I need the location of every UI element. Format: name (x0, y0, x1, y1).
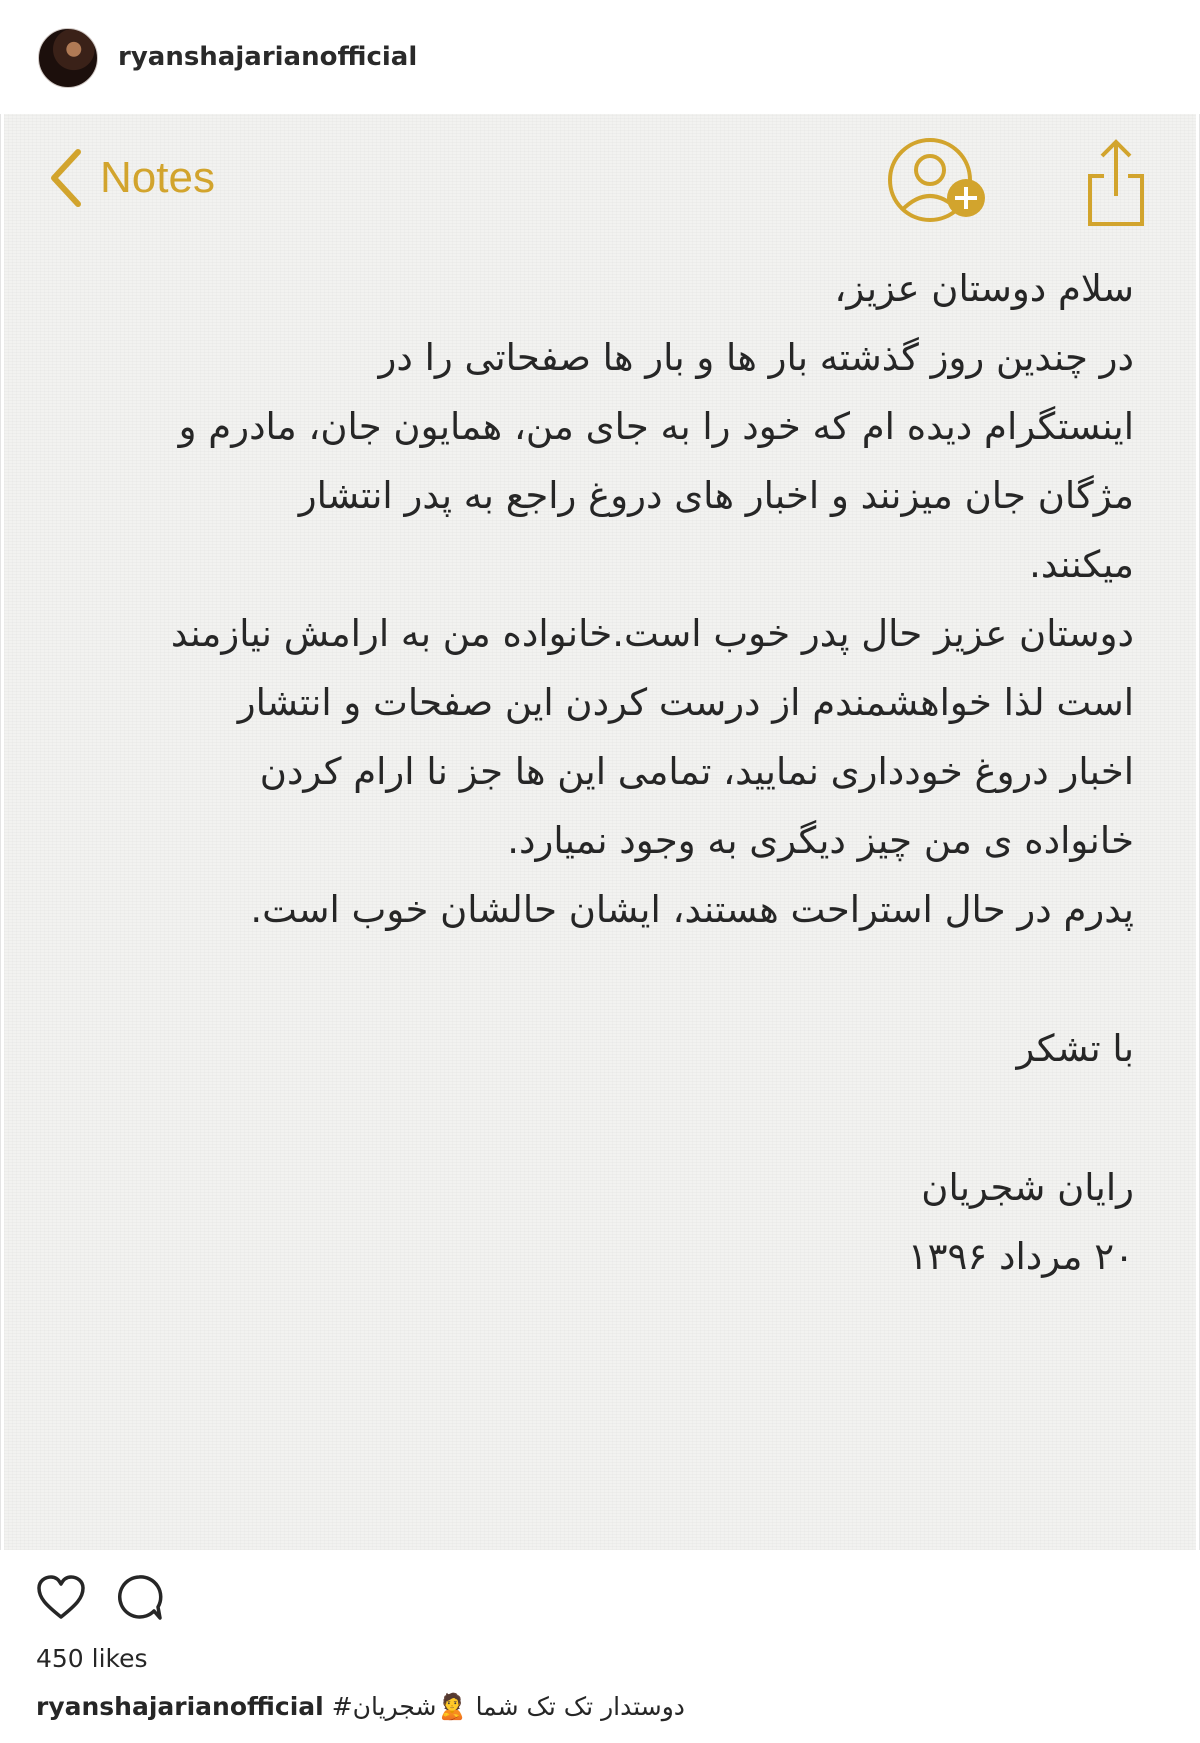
note-line: است لذا خواهشمندم از درست کردن این صفحات و انتشار (237, 681, 1134, 724)
note-signature-date: ۲۰ مرداد ۱۳۹۶ (907, 1235, 1134, 1278)
note-signature-name: رایان شجریان (921, 1166, 1134, 1209)
share-icon[interactable] (1084, 134, 1148, 230)
note-line: اخبار دروغ خودداری نمایید، تمامی این ها جز نا ارام کردن (259, 750, 1134, 793)
note-body (74, 254, 1134, 1291)
add-person-icon[interactable] (884, 136, 994, 236)
note-line: سلام دوستان عزیز، (834, 267, 1134, 310)
comment-icon[interactable] (114, 1572, 164, 1622)
likes-count[interactable]: 450 likes (36, 1644, 148, 1673)
post-caption (36, 1692, 1166, 1722)
note-line: خانواده ی من چیز دیگری به وجود نمیارد. (507, 819, 1134, 862)
notes-back-button[interactable] (46, 146, 215, 210)
note-closing: با تشکر (1016, 1027, 1134, 1070)
note-line: پدرم در حال استراحت هستند، ایشان حالشان خوب است. (250, 888, 1134, 931)
notes-back-label: Notes (100, 153, 215, 202)
chevron-left-icon (46, 146, 86, 210)
post-header (0, 0, 1200, 114)
note-line: اینستگرام دیده ام که خود را به جای من، همایون جان، مادرم و (178, 405, 1134, 448)
caption-hashtag[interactable]: #شجریان (331, 1692, 437, 1721)
note-spacer (74, 1083, 1134, 1153)
note-line: میکنند. (1029, 543, 1134, 586)
note-spacer (74, 944, 1134, 1014)
note-line: دوستان عزیز حال پدر خوب است.خانواده من به ارامش نیازمند (170, 612, 1134, 655)
post-footer (0, 1550, 1200, 1743)
avatar[interactable] (38, 28, 98, 88)
note-line: مژگان جان میزنند و اخبار های دروغ راجع به پدر انتشار (298, 474, 1134, 517)
note-line: در چندین روز گذشته بار ها و بار ها صفحاتی را در (378, 336, 1134, 379)
caption-username[interactable]: ryanshajarianofficial (36, 1692, 324, 1721)
caption-text: دوستدار تک تک شما (475, 1692, 685, 1721)
notes-screenshot (4, 114, 1196, 1550)
heart-icon[interactable] (36, 1574, 86, 1620)
post-username[interactable]: ryanshajarianofficial (118, 42, 418, 72)
caption-emoji: 🙎 (436, 1692, 468, 1721)
